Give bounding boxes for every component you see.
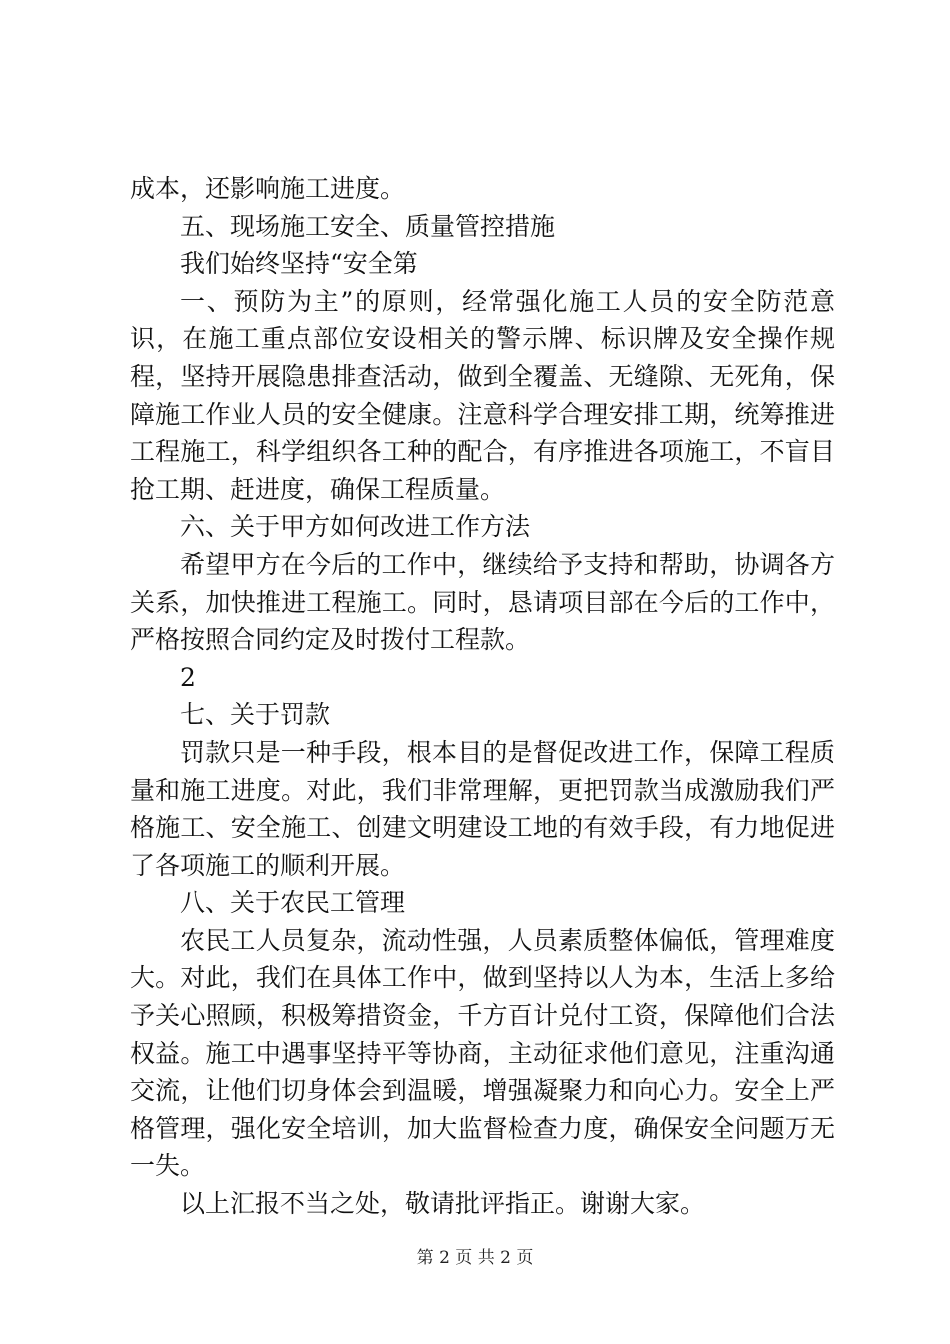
document-body [130,170,835,1223]
page-footer: 第 2 页 共 2 页 [416,1248,534,1268]
paragraph-4: 一、预防为主”的原则，经常强化施工人员的安全防范意识，在施工重点部位安设相关的警示牌、标识牌及安全操作规程，坚持开展隐患排查活动，做到全覆盖、无缝隙、无死角，保障施工作业人员的安全健康。注意科学合理安排工期，统筹推进工程施工，科学组织各工种的配合，有序推进各项施工，不盲目抢工期、赶进度，确保工程质量。 [130,286,835,504]
paragraph-9: 罚款只是一种手段，根本目的是督促改进工作，保障工程质量和施工进度。对此，我们非常理解，更把罚款当成激励我们严格施工、安全施工、创建文明建设工地的有效手段，有力地促进了各项施工的顺利开展。 [130,737,835,880]
section-heading-8: 八、关于农民工管理 [180,888,406,918]
closing-paragraph: 以上汇报不当之处，敬请批评指正。谢谢大家。 [180,1189,706,1219]
paragraph-6: 希望甲方在今后的工作中，继续给予支持和帮助，协调各方关系，加快推进工程施工。同时，恳请项目部在今后的工作中，严格按照合同约定及时拨付工程款。 [130,549,835,655]
section-heading-7: 七、关于罚款 [180,700,331,730]
section-heading-6: 六、关于甲方如何改进工作方法 [180,512,531,542]
section-heading-5: 五、现场施工安全、质量管控措施 [180,211,556,241]
paragraph-1: 成本，还影响施工进度。 [130,174,406,203]
paragraph-3: 我们始终坚持“安全第 [180,249,418,279]
stray-page-number: 2 [180,662,196,692]
paragraph-11: 农民工人员复杂，流动性强，人员素质整体偏低，管理难度大。对此，我们在具体工作中，做到坚持以人为本，生活上多给予关心照顾，积极筹措资金，千方百计兑付工资，保障他们合法权益。施工中遇事坚持平等协商，主动征求他们意见，注重沟通交流，让他们切身体会到温暖，增强凝聚力和向心力。安全上严格管理，强化安全培训，加大监督检查力度，确保安全问题万无一失。 [130,925,835,1181]
